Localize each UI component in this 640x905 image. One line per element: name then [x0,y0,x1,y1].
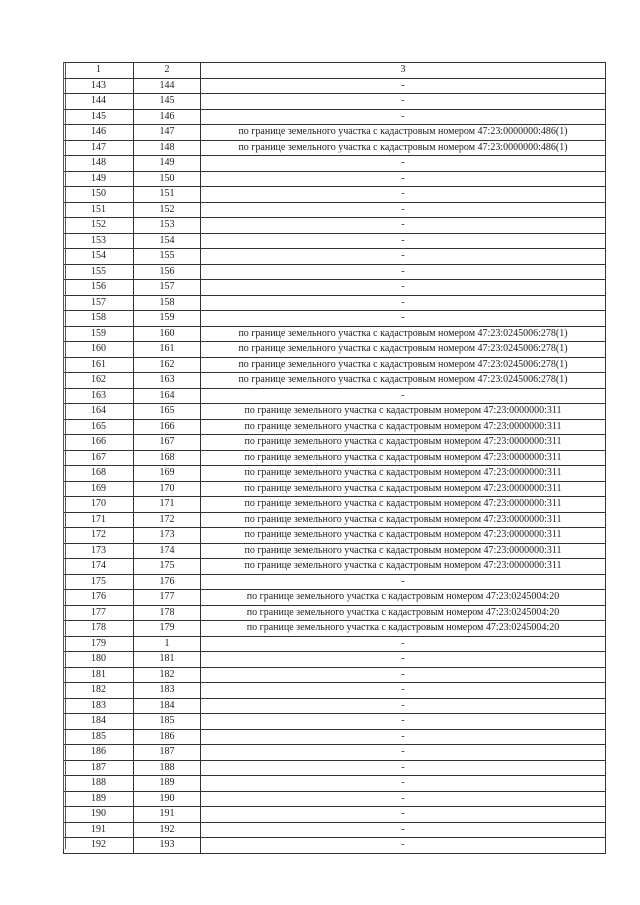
table-cell: 192 [64,838,134,854]
table-row [64,559,606,575]
table-row [64,776,606,792]
table-cell: 144 [64,94,134,110]
table-cell: 146 [134,109,201,125]
table-cell: 151 [64,202,134,218]
table-cell: - [201,791,606,807]
column-header: 3 [201,63,606,79]
table-cell: 147 [64,140,134,156]
table-cell: - [201,683,606,699]
table-cell: - [201,714,606,730]
table-cell: 162 [64,373,134,389]
table-cell: 172 [64,528,134,544]
table-cell: 156 [134,264,201,280]
table-cell: 174 [64,559,134,575]
table-cell: 161 [64,357,134,373]
table-row [64,528,606,544]
table-cell: по границе земельного участка с кадастровым номером 47:23:0000000:311 [201,450,606,466]
table-row [64,187,606,203]
table-cell: по границе земельного участка с кадастровым номером 47:23:0000000:311 [201,512,606,528]
table-row [64,698,606,714]
column-header: 2 [134,63,201,79]
table-row [64,109,606,125]
table-cell: 171 [64,512,134,528]
table-row [64,729,606,745]
table-row [64,233,606,249]
table-row [64,171,606,187]
table-header-row [64,63,606,79]
table-row [64,605,606,621]
table-cell: - [201,218,606,234]
table-cell: 179 [134,621,201,637]
table-cell: 159 [134,311,201,327]
table-row [64,140,606,156]
table-cell: по границе земельного участка с кадастровым номером 47:23:0000000:311 [201,528,606,544]
table-cell: - [201,574,606,590]
table-row [64,342,606,358]
table-cell: 165 [134,404,201,420]
table-cell: 154 [64,249,134,265]
table-cell: 181 [64,667,134,683]
table-cell: 149 [134,156,201,172]
table-cell: 183 [64,698,134,714]
table-cell: 166 [134,419,201,435]
table-cell: 176 [64,590,134,606]
table-cell: 188 [64,776,134,792]
table-cell: 177 [134,590,201,606]
table-row [64,543,606,559]
table-cell: по границе земельного участка с кадастровым номером 47:23:0245006:278(1) [201,373,606,389]
table-cell: 178 [134,605,201,621]
table-row [64,264,606,280]
table-row [64,404,606,420]
table-cell: 145 [134,94,201,110]
table-cell: по границе земельного участка с кадастровым номером 47:23:0000000:486(1) [201,125,606,141]
column-header: 1 [64,63,134,79]
table-cell: 153 [134,218,201,234]
table-row [64,373,606,389]
table-cell: 143 [64,78,134,94]
table-row [64,822,606,838]
table-cell: 179 [64,636,134,652]
table-cell: по границе земельного участка с кадастровым номером 47:23:0245004:20 [201,621,606,637]
table-row [64,621,606,637]
table-cell: 176 [134,574,201,590]
table-cell: - [201,822,606,838]
table-cell: 182 [134,667,201,683]
table-cell: 154 [134,233,201,249]
table-cell: - [201,233,606,249]
table-row [64,450,606,466]
table-cell: 160 [64,342,134,358]
table-row [64,249,606,265]
table-cell: - [201,280,606,296]
table-cell: 182 [64,683,134,699]
table-cell: - [201,729,606,745]
table-cell: 158 [134,295,201,311]
table-cell: - [201,156,606,172]
table-cell: 186 [64,745,134,761]
table-cell: 185 [134,714,201,730]
table-cell: 167 [134,435,201,451]
table-row [64,388,606,404]
table-cell: 155 [64,264,134,280]
table-cell: 181 [134,652,201,668]
table-cell: по границе земельного участка с кадастровым номером 47:23:0245006:278(1) [201,326,606,342]
table-cell: 193 [134,838,201,854]
table-cell: по границе земельного участка с кадастровым номером 47:23:0000000:311 [201,543,606,559]
table-row [64,78,606,94]
table-cell: 191 [134,807,201,823]
table-cell: 175 [134,559,201,575]
table-cell: 168 [134,450,201,466]
table-cell: - [201,202,606,218]
table-cell: по границе земельного участка с кадастровым номером 47:23:0000000:311 [201,559,606,575]
table-row [64,202,606,218]
table-cell: 190 [134,791,201,807]
table-row [64,667,606,683]
table-cell: 165 [64,419,134,435]
table-cell: 152 [134,202,201,218]
table-cell: 1 [134,636,201,652]
table-row [64,295,606,311]
table-cell: 177 [64,605,134,621]
table-cell: 184 [134,698,201,714]
table-row [64,156,606,172]
table-cell: - [201,388,606,404]
table-cell: 164 [64,404,134,420]
table-cell: по границе земельного участка с кадастровым номером 47:23:0000000:311 [201,404,606,420]
table-row [64,791,606,807]
table-cell: 169 [134,466,201,482]
table-cell: - [201,171,606,187]
table-cell: 157 [64,295,134,311]
table-row [64,807,606,823]
table-cell: по границе земельного участка с кадастровым номером 47:23:0245004:20 [201,590,606,606]
table-cell: 160 [134,326,201,342]
table-cell: - [201,667,606,683]
table-cell: - [201,776,606,792]
table-cell: 183 [134,683,201,699]
table-row [64,481,606,497]
table-cell: - [201,652,606,668]
table-cell: по границе земельного участка с кадастровым номером 47:23:0245006:278(1) [201,342,606,358]
table-cell: 175 [64,574,134,590]
table-cell: 161 [134,342,201,358]
table-cell: 150 [64,187,134,203]
table-row [64,512,606,528]
table-row [64,652,606,668]
table-cell: 171 [134,497,201,513]
table-row [64,280,606,296]
table-cell: по границе земельного участка с кадастровым номером 47:23:0245006:278(1) [201,357,606,373]
table-cell: 172 [134,512,201,528]
table-cell: 184 [64,714,134,730]
table-cell: 162 [134,357,201,373]
table-cell: 153 [64,233,134,249]
table-cell: - [201,807,606,823]
table-row [64,745,606,761]
table-row [64,838,606,854]
table-row [64,218,606,234]
table-row [64,590,606,606]
boundary-table [63,62,606,854]
table-cell: - [201,636,606,652]
table-cell: по границе земельного участка с кадастровым номером 47:23:0000000:311 [201,497,606,513]
table-cell: - [201,745,606,761]
table-cell: 155 [134,249,201,265]
table-cell: 180 [64,652,134,668]
table-cell: 148 [134,140,201,156]
table-cell: - [201,760,606,776]
table-cell: 170 [64,497,134,513]
table-cell: 178 [64,621,134,637]
table-cell: - [201,698,606,714]
table-row [64,419,606,435]
table-cell: - [201,838,606,854]
table-cell: по границе земельного участка с кадастровым номером 47:23:0000000:311 [201,435,606,451]
table-row [64,760,606,776]
table-cell: - [201,249,606,265]
table-cell: 192 [134,822,201,838]
table-cell: 187 [134,745,201,761]
table-cell: 188 [134,760,201,776]
table-cell: 150 [134,171,201,187]
table-cell: по границе земельного участка с кадастровым номером 47:23:0245004:20 [201,605,606,621]
table-row [64,497,606,513]
table-cell: 186 [134,729,201,745]
table-cell: 168 [64,466,134,482]
table-row [64,94,606,110]
table-cell: 187 [64,760,134,776]
table-row [64,636,606,652]
table-cell: - [201,78,606,94]
table-cell: 191 [64,822,134,838]
table-row [64,435,606,451]
table-cell: 156 [64,280,134,296]
table-cell: 159 [64,326,134,342]
table-row [64,714,606,730]
table-cell: 158 [64,311,134,327]
table-cell: 173 [64,543,134,559]
table-cell: 173 [134,528,201,544]
table-cell: 148 [64,156,134,172]
table-cell: 163 [134,373,201,389]
table-cell: по границе земельного участка с кадастровым номером 47:23:0000000:311 [201,481,606,497]
table-cell: 174 [134,543,201,559]
table-cell: 149 [64,171,134,187]
table-cell: 185 [64,729,134,745]
table-cell: - [201,311,606,327]
table-cell: 164 [134,388,201,404]
table-cell: 167 [64,450,134,466]
table-row [64,466,606,482]
table-cell: по границе земельного участка с кадастровым номером 47:23:0000000:486(1) [201,140,606,156]
table-row [64,326,606,342]
table-cell: - [201,264,606,280]
table-cell: 146 [64,125,134,141]
table-cell: 152 [64,218,134,234]
table-cell: 190 [64,807,134,823]
table-cell: 189 [134,776,201,792]
table-cell: - [201,187,606,203]
table-cell: 147 [134,125,201,141]
table-cell: 151 [134,187,201,203]
table-cell: - [201,109,606,125]
table-cell: 163 [64,388,134,404]
table-cell: 169 [64,481,134,497]
table-cell: 145 [64,109,134,125]
table-cell: 189 [64,791,134,807]
table-row [64,357,606,373]
table-row [64,125,606,141]
table-row [64,311,606,327]
table-cell: 144 [134,78,201,94]
table-cell: 170 [134,481,201,497]
table-cell: - [201,94,606,110]
table-cell: по границе земельного участка с кадастровым номером 47:23:0000000:311 [201,419,606,435]
table-row [64,574,606,590]
table-row [64,683,606,699]
table-cell: - [201,295,606,311]
table-body [64,78,606,853]
table-cell: 157 [134,280,201,296]
table-cell: 166 [64,435,134,451]
table-cell: по границе земельного участка с кадастровым номером 47:23:0000000:311 [201,466,606,482]
